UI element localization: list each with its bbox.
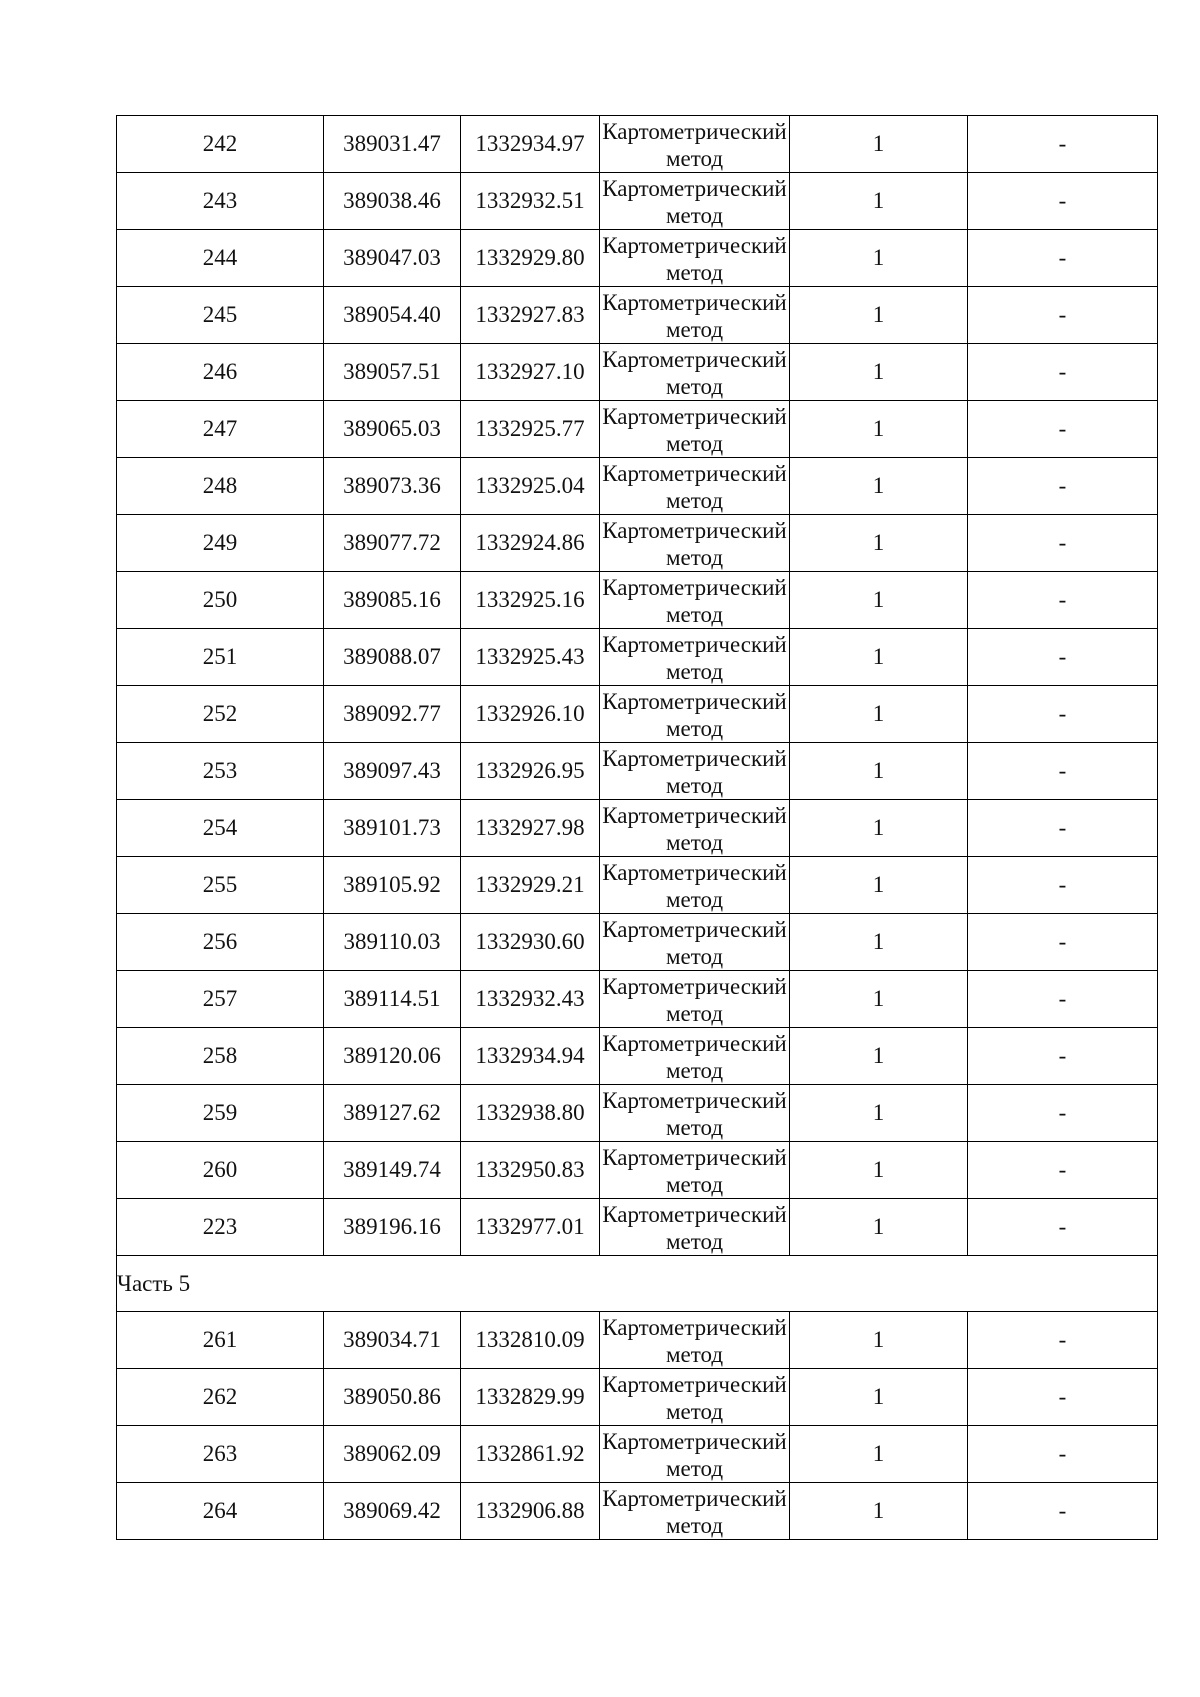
x-coordinate-cell: 389110.03	[324, 914, 461, 971]
table-row	[117, 1426, 1158, 1483]
section-title: Часть 5	[117, 1256, 1158, 1312]
y-coordinate-cell: 1332861.92	[461, 1426, 600, 1483]
method-cell: Картометрический метод	[600, 572, 790, 629]
point-number-cell: 243	[117, 173, 324, 230]
description-cell: -	[968, 458, 1158, 515]
description-cell: -	[968, 743, 1158, 800]
accuracy-cell: 1	[790, 971, 968, 1028]
y-coordinate-cell: 1332938.80	[461, 1085, 600, 1142]
table-row	[117, 1085, 1158, 1142]
method-cell: Картометрический метод	[600, 1142, 790, 1199]
x-coordinate-cell: 389088.07	[324, 629, 461, 686]
method-cell: Картометрический метод	[600, 971, 790, 1028]
method-cell: Картометрический метод	[600, 857, 790, 914]
accuracy-cell: 1	[790, 173, 968, 230]
y-coordinate-cell: 1332906.88	[461, 1483, 600, 1540]
point-number-cell: 263	[117, 1426, 324, 1483]
accuracy-cell: 1	[790, 230, 968, 287]
method-cell: Картометрический метод	[600, 1483, 790, 1540]
point-number-cell: 251	[117, 629, 324, 686]
table-row	[117, 116, 1158, 173]
method-cell: Картометрический метод	[600, 800, 790, 857]
method-cell: Картометрический метод	[600, 1426, 790, 1483]
y-coordinate-cell: 1332924.86	[461, 515, 600, 572]
table-row	[117, 515, 1158, 572]
table-row	[117, 230, 1158, 287]
table-row	[117, 686, 1158, 743]
table-row	[117, 173, 1158, 230]
point-number-cell: 250	[117, 572, 324, 629]
x-coordinate-cell: 389057.51	[324, 344, 461, 401]
method-cell: Картометрический метод	[600, 230, 790, 287]
y-coordinate-cell: 1332925.16	[461, 572, 600, 629]
description-cell: -	[968, 1142, 1158, 1199]
table-row	[117, 1142, 1158, 1199]
x-coordinate-cell: 389073.36	[324, 458, 461, 515]
point-number-cell: 247	[117, 401, 324, 458]
description-cell: -	[968, 1199, 1158, 1256]
x-coordinate-cell: 389069.42	[324, 1483, 461, 1540]
description-cell: -	[968, 230, 1158, 287]
table-row	[117, 1369, 1158, 1426]
method-cell: Картометрический метод	[600, 344, 790, 401]
accuracy-cell: 1	[790, 914, 968, 971]
x-coordinate-cell: 389101.73	[324, 800, 461, 857]
method-cell: Картометрический метод	[600, 686, 790, 743]
y-coordinate-cell: 1332926.95	[461, 743, 600, 800]
table-row	[117, 1199, 1158, 1256]
accuracy-cell: 1	[790, 116, 968, 173]
point-number-cell: 249	[117, 515, 324, 572]
y-coordinate-cell: 1332925.43	[461, 629, 600, 686]
point-number-cell: 260	[117, 1142, 324, 1199]
accuracy-cell: 1	[790, 857, 968, 914]
accuracy-cell: 1	[790, 344, 968, 401]
point-number-cell: 262	[117, 1369, 324, 1426]
table-row	[117, 800, 1158, 857]
point-number-cell: 252	[117, 686, 324, 743]
point-number-cell: 245	[117, 287, 324, 344]
table-row	[117, 401, 1158, 458]
y-coordinate-cell: 1332927.98	[461, 800, 600, 857]
accuracy-cell: 1	[790, 1142, 968, 1199]
point-number-cell: 253	[117, 743, 324, 800]
y-coordinate-cell: 1332934.94	[461, 1028, 600, 1085]
accuracy-cell: 1	[790, 515, 968, 572]
description-cell: -	[968, 344, 1158, 401]
table-row	[117, 458, 1158, 515]
x-coordinate-cell: 389077.72	[324, 515, 461, 572]
y-coordinate-cell: 1332930.60	[461, 914, 600, 971]
y-coordinate-cell: 1332977.01	[461, 1199, 600, 1256]
accuracy-cell: 1	[790, 629, 968, 686]
method-cell: Картометрический метод	[600, 458, 790, 515]
y-coordinate-cell: 1332927.10	[461, 344, 600, 401]
y-coordinate-cell: 1332929.80	[461, 230, 600, 287]
method-cell: Картометрический метод	[600, 173, 790, 230]
y-coordinate-cell: 1332829.99	[461, 1369, 600, 1426]
y-coordinate-cell: 1332926.10	[461, 686, 600, 743]
x-coordinate-cell: 389196.16	[324, 1199, 461, 1256]
x-coordinate-cell: 389114.51	[324, 971, 461, 1028]
x-coordinate-cell: 389085.16	[324, 572, 461, 629]
x-coordinate-cell: 389105.92	[324, 857, 461, 914]
y-coordinate-cell: 1332929.21	[461, 857, 600, 914]
description-cell: -	[968, 971, 1158, 1028]
description-cell: -	[968, 1312, 1158, 1369]
table-row	[117, 1483, 1158, 1540]
table-row	[117, 857, 1158, 914]
method-cell: Картометрический метод	[600, 629, 790, 686]
point-number-cell: 255	[117, 857, 324, 914]
y-coordinate-cell: 1332932.51	[461, 173, 600, 230]
description-cell: -	[968, 629, 1158, 686]
table-row	[117, 287, 1158, 344]
accuracy-cell: 1	[790, 572, 968, 629]
point-number-cell: 242	[117, 116, 324, 173]
point-number-cell: 223	[117, 1199, 324, 1256]
accuracy-cell: 1	[790, 1426, 968, 1483]
point-number-cell: 246	[117, 344, 324, 401]
method-cell: Картометрический метод	[600, 914, 790, 971]
description-cell: -	[968, 800, 1158, 857]
x-coordinate-cell: 389031.47	[324, 116, 461, 173]
accuracy-cell: 1	[790, 1483, 968, 1540]
accuracy-cell: 1	[790, 686, 968, 743]
method-cell: Картометрический метод	[600, 743, 790, 800]
x-coordinate-cell: 389092.77	[324, 686, 461, 743]
description-cell: -	[968, 401, 1158, 458]
point-number-cell: 261	[117, 1312, 324, 1369]
y-coordinate-cell: 1332925.04	[461, 458, 600, 515]
x-coordinate-cell: 389097.43	[324, 743, 461, 800]
x-coordinate-cell: 389120.06	[324, 1028, 461, 1085]
y-coordinate-cell: 1332810.09	[461, 1312, 600, 1369]
point-number-cell: 257	[117, 971, 324, 1028]
x-coordinate-cell: 389054.40	[324, 287, 461, 344]
x-coordinate-cell: 389038.46	[324, 173, 461, 230]
accuracy-cell: 1	[790, 1085, 968, 1142]
accuracy-cell: 1	[790, 1199, 968, 1256]
table-row	[117, 971, 1158, 1028]
description-cell: -	[968, 1085, 1158, 1142]
point-number-cell: 248	[117, 458, 324, 515]
method-cell: Картометрический метод	[600, 287, 790, 344]
table-row	[117, 572, 1158, 629]
description-cell: -	[968, 686, 1158, 743]
description-cell: -	[968, 1028, 1158, 1085]
description-cell: -	[968, 857, 1158, 914]
x-coordinate-cell: 389047.03	[324, 230, 461, 287]
method-cell: Картометрический метод	[600, 1028, 790, 1085]
accuracy-cell: 1	[790, 458, 968, 515]
description-cell: -	[968, 116, 1158, 173]
description-cell: -	[968, 572, 1158, 629]
accuracy-cell: 1	[790, 287, 968, 344]
point-number-cell: 264	[117, 1483, 324, 1540]
method-cell: Картометрический метод	[600, 116, 790, 173]
method-cell: Картометрический метод	[600, 401, 790, 458]
method-cell: Картометрический метод	[600, 515, 790, 572]
accuracy-cell: 1	[790, 743, 968, 800]
x-coordinate-cell: 389065.03	[324, 401, 461, 458]
point-number-cell: 258	[117, 1028, 324, 1085]
point-number-cell: 259	[117, 1085, 324, 1142]
y-coordinate-cell: 1332950.83	[461, 1142, 600, 1199]
y-coordinate-cell: 1332932.43	[461, 971, 600, 1028]
method-cell: Картометрический метод	[600, 1085, 790, 1142]
accuracy-cell: 1	[790, 800, 968, 857]
point-number-cell: 244	[117, 230, 324, 287]
y-coordinate-cell: 1332927.83	[461, 287, 600, 344]
description-cell: -	[968, 1369, 1158, 1426]
table-row	[117, 344, 1158, 401]
method-cell: Картометрический метод	[600, 1312, 790, 1369]
method-cell: Картометрический метод	[600, 1199, 790, 1256]
accuracy-cell: 1	[790, 1312, 968, 1369]
table-row	[117, 743, 1158, 800]
y-coordinate-cell: 1332934.97	[461, 116, 600, 173]
accuracy-cell: 1	[790, 401, 968, 458]
coordinates-table	[116, 115, 1158, 1540]
table-body	[117, 116, 1158, 1540]
table-row	[117, 1028, 1158, 1085]
description-cell: -	[968, 1426, 1158, 1483]
x-coordinate-cell: 389127.62	[324, 1085, 461, 1142]
x-coordinate-cell: 389062.09	[324, 1426, 461, 1483]
description-cell: -	[968, 914, 1158, 971]
accuracy-cell: 1	[790, 1028, 968, 1085]
table-row	[117, 1312, 1158, 1369]
table-row	[117, 629, 1158, 686]
accuracy-cell: 1	[790, 1369, 968, 1426]
x-coordinate-cell: 389050.86	[324, 1369, 461, 1426]
section-row	[117, 1256, 1158, 1312]
description-cell: -	[968, 515, 1158, 572]
table-row	[117, 914, 1158, 971]
description-cell: -	[968, 287, 1158, 344]
x-coordinate-cell: 389149.74	[324, 1142, 461, 1199]
y-coordinate-cell: 1332925.77	[461, 401, 600, 458]
description-cell: -	[968, 173, 1158, 230]
point-number-cell: 254	[117, 800, 324, 857]
method-cell: Картометрический метод	[600, 1369, 790, 1426]
point-number-cell: 256	[117, 914, 324, 971]
x-coordinate-cell: 389034.71	[324, 1312, 461, 1369]
description-cell: -	[968, 1483, 1158, 1540]
